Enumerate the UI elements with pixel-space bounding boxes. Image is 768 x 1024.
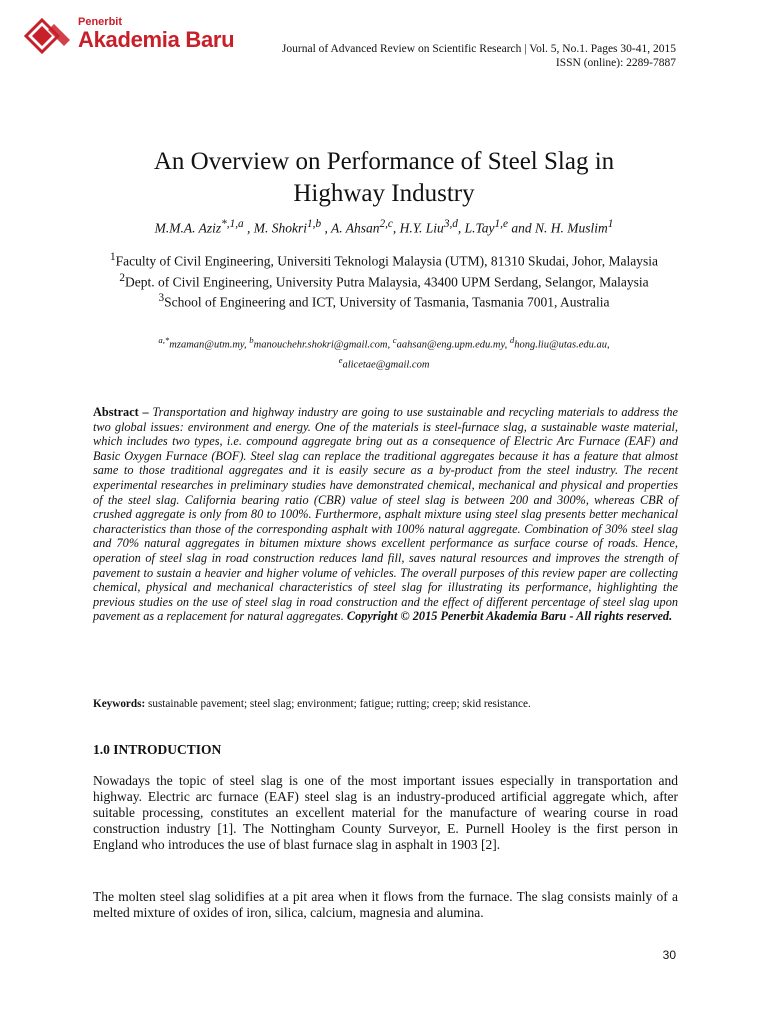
- author-name: A. Ahsan: [330, 220, 380, 236]
- keywords: [93, 698, 678, 710]
- author-affiliation-marker: *,1,a: [221, 218, 244, 230]
- author-affiliation-marker: 1,e: [494, 218, 508, 230]
- publisher-label: Penerbit: [78, 16, 123, 28]
- email-address: alicetae@gmail.com: [342, 359, 430, 370]
- publisher-logo: [24, 14, 235, 64]
- email-marker: a,*: [158, 335, 170, 345]
- affiliations: [92, 249, 676, 311]
- abstract-text: Transportation and highway industry are going to use sustainable and recycling materials to address the two global issues: environment and energy. One of the materials is steel-furnace slag, a sustainable waste material, which includes two types, i.e. compound aggregate bring out as a consequence of Electric Arc Furnace (EAF) and Basic Oxygen Furnace (BOF). Steel slag can replace the traditional aggregates because it has a feature that almost same to those traditional aggregates and it is easily secure as a by-product from the steel industry. The recent experimental researches in preliminary studies have demonstrated chemical, mechanical and physical and properties of the steel slag. California bearing ratio (CBR) value of steel slag is between 200 and 300%, whereas CBR of crushed aggregate is only from 80 to 100%. Furthermore, asphalt mixture using steel slag presents better mechanical characteristics than those of the corresponding asphalt with 100% natural aggregate. Combination of 30% steel slag and 70% natural aggregates in bitumen mixture shows excellent performance as surface course of roads. Hence, operation of steel slag in road construction reduces land fill, saves natural resources and improves the strength of pavement to sustain a heavier and higher volume of vehicles. The overall purposes of this review paper are collecting chemical, physical and mechanical characteristics of steel slag for illustrating its performance, highlighting the previous studies on the use of steel slag in road construction and the effect of different percentage of steel slag upon pavement as a replacement for natural aggregates.: [93, 405, 678, 624]
- affiliation-text: Dept. of Civil Engineering, University Putra Malaysia, 43400 UPM Serdang, Selangor, Malaysia: [124, 274, 649, 289]
- affiliation-text: Faculty of Civil Engineering, Universiti Teknologi Malaysia (UTM), 81310 Skudai, Johor, Malaysia: [115, 253, 658, 269]
- email-address: hong.liu@utas.edu.au,: [514, 339, 610, 351]
- abstract: [93, 405, 678, 624]
- email-address: manouchehr.shokri@gmail.com,: [253, 339, 393, 351]
- journal-issn: ISSN (online): 2289-7887: [555, 57, 676, 69]
- author-affiliation-marker: 3,d: [443, 218, 458, 230]
- email-line-2: [92, 353, 676, 373]
- intro-paragraph-2: The molten steel slag solidifies at a pit area when it flows from the furnace. The slag consists mainly of a melted mixture of oxides of iron, silica, calcium, magnesia and alumina.: [93, 889, 678, 920]
- author-name: M.M.A. Aziz: [154, 220, 222, 236]
- page-number: 30: [662, 948, 676, 962]
- logo-diamond-icon: [24, 18, 74, 58]
- keywords-label: Keywords:: [93, 698, 146, 710]
- journal-citation: Journal of Advanced Review on Scientific Research | Vol. 5, No.1. Pages 30-41, 2015: [281, 43, 676, 55]
- title-line-1: An Overview on Performance of Steel Slag in: [153, 148, 615, 175]
- author-affiliation-marker: 1,b: [307, 218, 322, 230]
- author-name: H.Y. Liu: [399, 220, 444, 236]
- author-separator: ,: [243, 220, 254, 236]
- intro-paragraph-1: Nowadays the topic of steel slag is one of the most important issues especially in transportation and highway. Electric arc furnace (EAF) steel slag is an industry-produced artificial aggregate which, after suitable processing, constitutes an excellent material for the manufacture of wearing course in road construction industry [1]. The Nottingham County Surveyor, E. Purnell Hooley is the first person in England who introduces the use of blast furnace slag in asphalt in 1903 [2].: [93, 773, 678, 852]
- title-line-2: Highway Industry: [293, 180, 475, 207]
- author-name: M. Shokri: [253, 220, 307, 236]
- affiliation-1: [92, 249, 676, 270]
- email-marker: c: [392, 335, 397, 345]
- paper-title: [60, 146, 708, 210]
- copyright-notice: Copyright © 2015 Penerbit Akademia Baru - All rights reserved.: [346, 609, 673, 624]
- affiliation-2: [92, 270, 676, 291]
- abstract-label: Abstract –: [93, 405, 153, 419]
- publisher-name: Akademia Baru: [78, 27, 235, 52]
- keywords-text: sustainable pavement; steel slag; environment; fatigue; rutting; creep; skid resistance.: [145, 698, 531, 710]
- author-name: N. H. Muslim: [534, 220, 608, 236]
- section-heading: 1.0 INTRODUCTION: [93, 742, 222, 757]
- affiliation-marker: 3: [158, 292, 165, 304]
- email-line-1: [92, 333, 676, 353]
- author-separator: ,: [457, 220, 465, 236]
- author-separator: ,: [392, 220, 400, 236]
- affiliation-marker: 1: [110, 251, 116, 263]
- journal-header: [282, 42, 676, 70]
- email-address: mzaman@utm.my,: [169, 339, 250, 351]
- affiliation-3: [92, 290, 676, 311]
- author-list: [60, 218, 708, 237]
- author-affiliation-marker: 1: [607, 218, 614, 230]
- author-separator: ,: [321, 220, 331, 236]
- affiliation-text: School of Engineering and ICT, University of Tasmania, Tasmania 7001, Australia: [164, 294, 610, 310]
- author-name: L.Tay: [464, 220, 495, 236]
- author-emails: [92, 333, 676, 372]
- email-marker: d: [509, 335, 515, 345]
- email-address: aahsan@eng.upm.edu.my,: [396, 339, 510, 351]
- email-marker: e: [338, 354, 343, 365]
- email-marker: b: [249, 335, 254, 345]
- author-affiliation-marker: 2,c: [379, 218, 393, 230]
- affiliation-marker: 2: [119, 271, 125, 284]
- author-separator: and: [507, 220, 535, 236]
